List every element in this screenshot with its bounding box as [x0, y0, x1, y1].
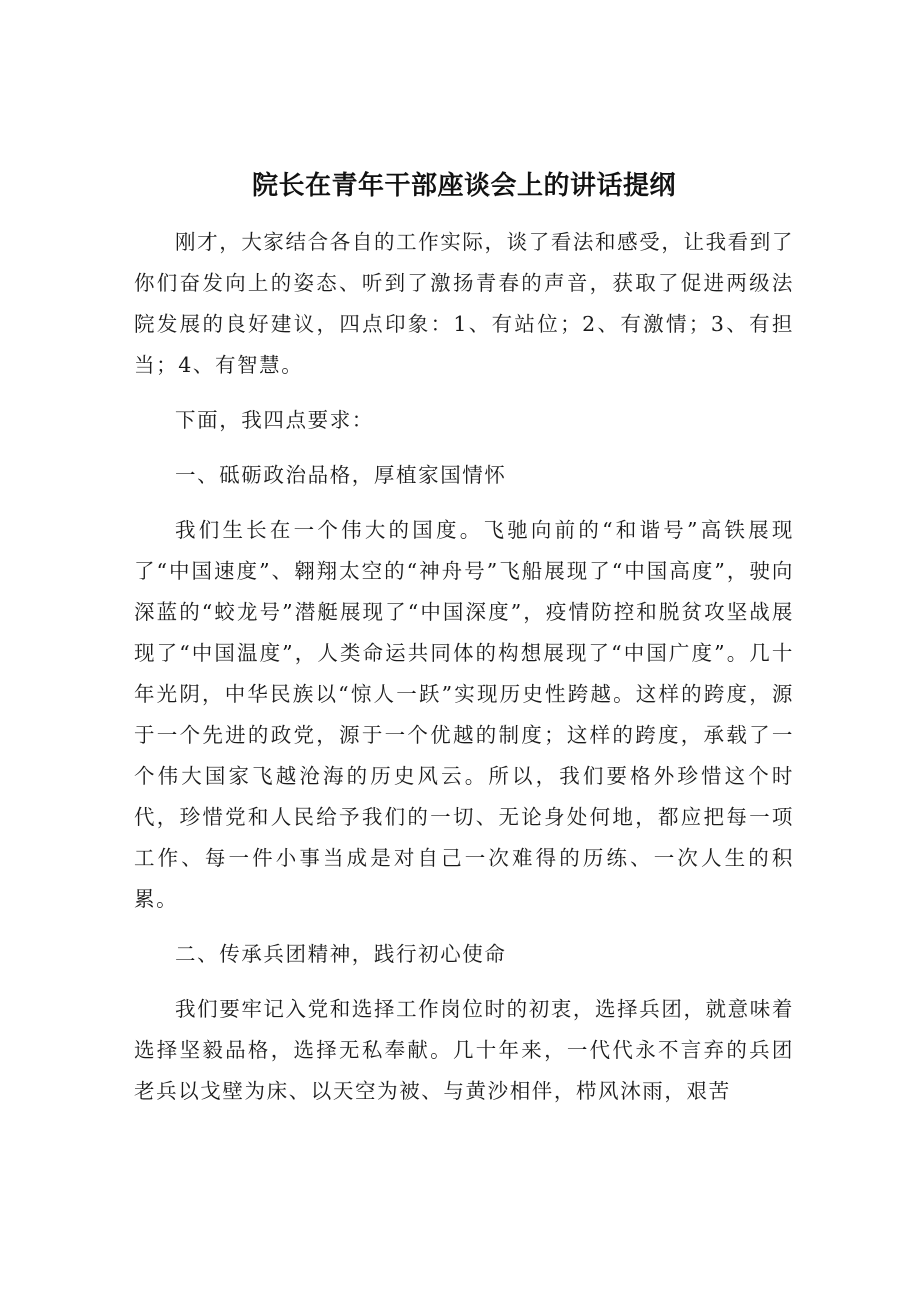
paragraph-section-1: 我们生长在一个伟大的国度。飞驰向前的“和谐号”高铁展现了“中国速度”、翱翔太空的“神舟号”飞船展现了“中国高度”，驶向深蓝的“蛟龙号”潜艇展现了“中国深度”，疫情防控和脱贫攻坚战展现了“中国温度”，人类命运共同体的构想展现了“中国广度”。几十年光阴，中华民族以“惊人一跃”实现历史性跨越。这样的跨度，源于一个先进的政党，源于一个优越的制度；这样的跨度，承载了一个伟大国家飞越沧海的历史风云。所以，我们要格外珍惜这个时代，珍惜党和人民给予我们的一切、无论身处何地，都应把每一项工作、每一件小事当成是对自己一次难得的历练、一次人生的积累。	[134, 518, 794, 911]
paragraph-requirements-intro: 下面，我四点要求：	[175, 408, 374, 432]
section-heading-2: 二、传承兵团精神，践行初心使命	[175, 942, 507, 966]
paragraph-section-2: 我们要牢记入党和选择工作岗位时的初衷，选择兵团，就意味着选择坚毅品格，选择无私奉献。几十年来，一代代永不言弃的兵团老兵以戈壁为床、以天空为被、与黄沙相伴，栉风沐雨，艰苦	[134, 997, 794, 1103]
document-page	[134, 162, 794, 1126]
paragraph-opening: 刚才，大家结合各自的工作实际，谈了看法和感受，让我看到了你们奋发向上的姿态、听到了激扬青春的声音，获取了促进两级法院发展的良好建议，四点印象：1、有站位；2、有激情；3、有担当；4、有智慧。	[134, 230, 794, 377]
document-title: 院长在青年干部座谈会上的讲话提纲	[251, 171, 676, 201]
section-heading-1: 一、砥砺政治品格，厚植家国情怀	[175, 463, 507, 487]
